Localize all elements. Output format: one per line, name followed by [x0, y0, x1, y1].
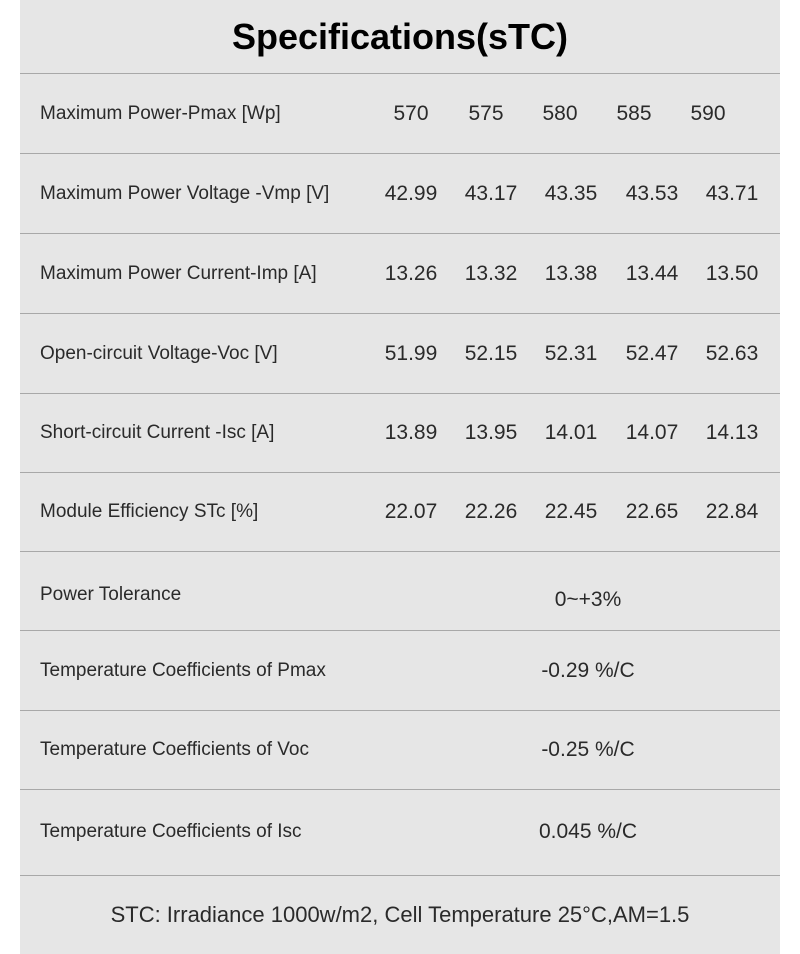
value-cell: 13.50 — [705, 261, 759, 285]
span-value: -0.25 %/C — [541, 738, 635, 761]
value-cell: 52.15 — [464, 341, 518, 365]
spec-row-temp-voc — [20, 711, 780, 790]
row-label: Maximum Power-Pmax [Wp] — [40, 102, 281, 124]
spec-row-temp-isc — [20, 790, 780, 876]
value-cell: 22.07 — [384, 500, 438, 523]
value-cell: 22.45 — [544, 500, 598, 523]
span-value: 0.045 %/C — [538, 820, 638, 843]
value-cell: 43.53 — [625, 181, 679, 205]
page-title: Specifications(sTC) — [20, 0, 780, 74]
spec-row-voc — [20, 314, 780, 394]
value-cell: 13.89 — [384, 421, 438, 444]
spec-row-isc — [20, 394, 780, 473]
value-cell: 13.95 — [464, 421, 518, 444]
value-cell: 13.26 — [384, 261, 438, 285]
value-cell: 14.13 — [705, 421, 759, 444]
value-cell: 570 — [393, 101, 429, 125]
value-cell: 22.84 — [705, 500, 759, 523]
value-cell: 42.99 — [384, 181, 438, 205]
value-cell: 22.26 — [464, 500, 518, 523]
row-label: Open-circuit Voltage-Voc [V] — [40, 342, 278, 364]
spec-row-imp — [20, 234, 780, 314]
span-value: 0~+3% — [554, 588, 622, 611]
row-label: Temperature Coefficients of Isc — [40, 821, 302, 842]
value-cell: 43.35 — [544, 181, 598, 205]
value-cell: 14.07 — [625, 421, 679, 444]
spec-row-efficiency — [20, 473, 780, 552]
row-label: Temperature Coefficients of Voc — [40, 739, 309, 760]
value-cell: 22.65 — [625, 500, 679, 523]
value-cell: 52.31 — [544, 341, 598, 365]
value-cell: 14.01 — [544, 421, 598, 444]
value-cell: 52.63 — [705, 341, 759, 365]
span-value: -0.29 %/C — [541, 658, 635, 682]
value-cell: 590 — [690, 101, 726, 125]
value-cell: 51.99 — [384, 341, 438, 365]
spec-row-power-tolerance — [20, 552, 780, 631]
row-label: Temperature Coefficients of Pmax — [40, 659, 326, 681]
spec-row-pmax — [20, 74, 780, 154]
value-cell: 13.44 — [625, 261, 679, 285]
stc-footnote: STC: Irradiance 1000w/m2, Cell Temperature 25°C,AM=1.5 — [110, 902, 690, 927]
value-cell: 575 — [468, 101, 504, 125]
value-cell: 13.32 — [464, 261, 518, 285]
row-label: Maximum Power Voltage -Vmp [V] — [40, 182, 330, 204]
spec-row-vmp — [20, 154, 780, 234]
row-label: Module Efficiency STc [%] — [40, 501, 259, 522]
value-cell: 585 — [616, 101, 652, 125]
row-label: Maximum Power Current-Imp [A] — [40, 262, 317, 284]
specifications-sheet — [20, 0, 780, 954]
value-cell: 43.71 — [705, 181, 759, 205]
row-label: Short-circuit Current -Isc [A] — [40, 422, 275, 443]
spec-row-temp-pmax — [20, 631, 780, 711]
row-label: Power Tolerance — [40, 584, 182, 605]
value-cell: 52.47 — [625, 341, 679, 365]
value-cell: 580 — [542, 101, 578, 125]
value-cell: 13.38 — [544, 261, 598, 285]
value-cell: 43.17 — [464, 181, 518, 205]
